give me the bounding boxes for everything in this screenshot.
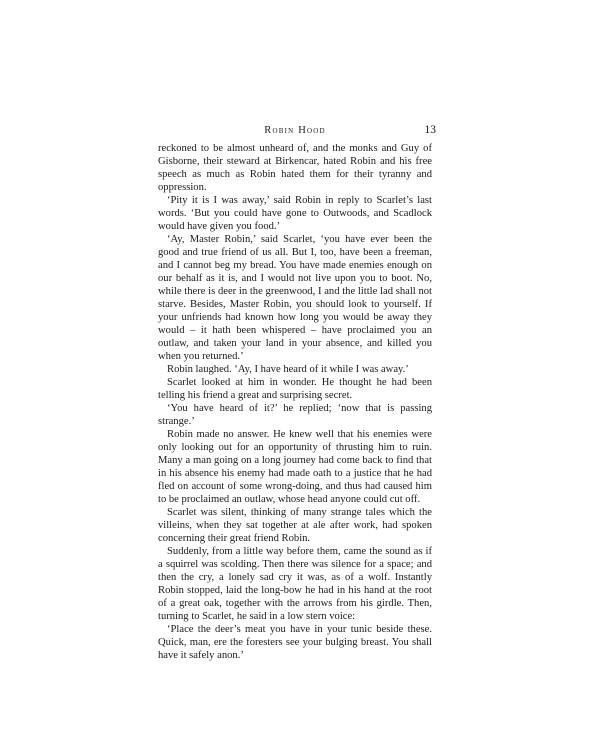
running-head: [158, 124, 436, 139]
paragraph: Robin made no answer. He knew well that his enemies were only looking out for an opportunity of thrusting him to ruin. Many a man going on a long journey had come back to find that in his absence his enemy had made oath to a justice that he had fled on account of some wrong-doing, and thus had caused him to be proclaimed an outlaw, whose head anyone could cut off.: [158, 429, 432, 505]
paragraph: ‘Place the deer’s meat you have in your tunic beside these. Quick, man, ere the foresters see your bulging breast. You shall have it safely anon.’: [158, 624, 432, 661]
paragraph: ‘Pity it is I was away,’ said Robin in reply to Scarlet’s last words. ‘But you could have gone to Outwoods, and Scadlock would have given you food.’: [158, 195, 432, 232]
paragraph: reckoned to be almost unheard of, and the monks and Guy of Gisborne, their steward at Birkencar, hated Robin and his free speech as much as Robin hated them for their tyranny and oppression.: [158, 143, 432, 193]
page-number: 13: [424, 124, 436, 136]
paragraph: Scarlet looked at him in wonder. He thought he had been telling his friend a great and surprising secret.: [158, 377, 432, 401]
book-page: [158, 124, 436, 662]
paragraph: Scarlet was silent, thinking of many strange tales which the villeins, when they sat together at ale after work, had spoken concerning their great friend Robin.: [158, 507, 432, 544]
paragraph: Robin laughed. ‘Ay, I have heard of it while I was away.’: [167, 364, 409, 375]
paragraph: Suddenly, from a little way before them, came the sound as if a squirrel was scolding. Then there was silence for a space; and then the cry, a lonely sad cry it was, as of a wolf. Instantly Robin stopped, laid the long-bow he had in his hand at the root of a great oak, together with the arrows from his girdle. Then, turning to Scarlet, he said in a low stern voice:: [158, 546, 432, 622]
running-title: Robin Hood: [264, 125, 326, 136]
body-text: [158, 142, 432, 662]
paragraph: ‘Ay, Master Robin,’ said Scarlet, ‘you have ever been the good and true friend of us all. But I, too, have been a freeman, and I cannot beg my bread. You have made enemies enough on our behalf as it is, and I would not live upon you to boot. No, while there is deer in the greenwood, I and the little lad shall not starve. Besides, Master Robin, you should look to yourself. If your unfriends had known how long you would be away they would – it hath been whispered – have proclaimed you an outlaw, and taken your land in your absence, and killed you when you returned.’: [158, 234, 432, 362]
paragraph: ‘You have heard of it?’ he replied; ‘now that is passing strange.’: [158, 403, 432, 427]
